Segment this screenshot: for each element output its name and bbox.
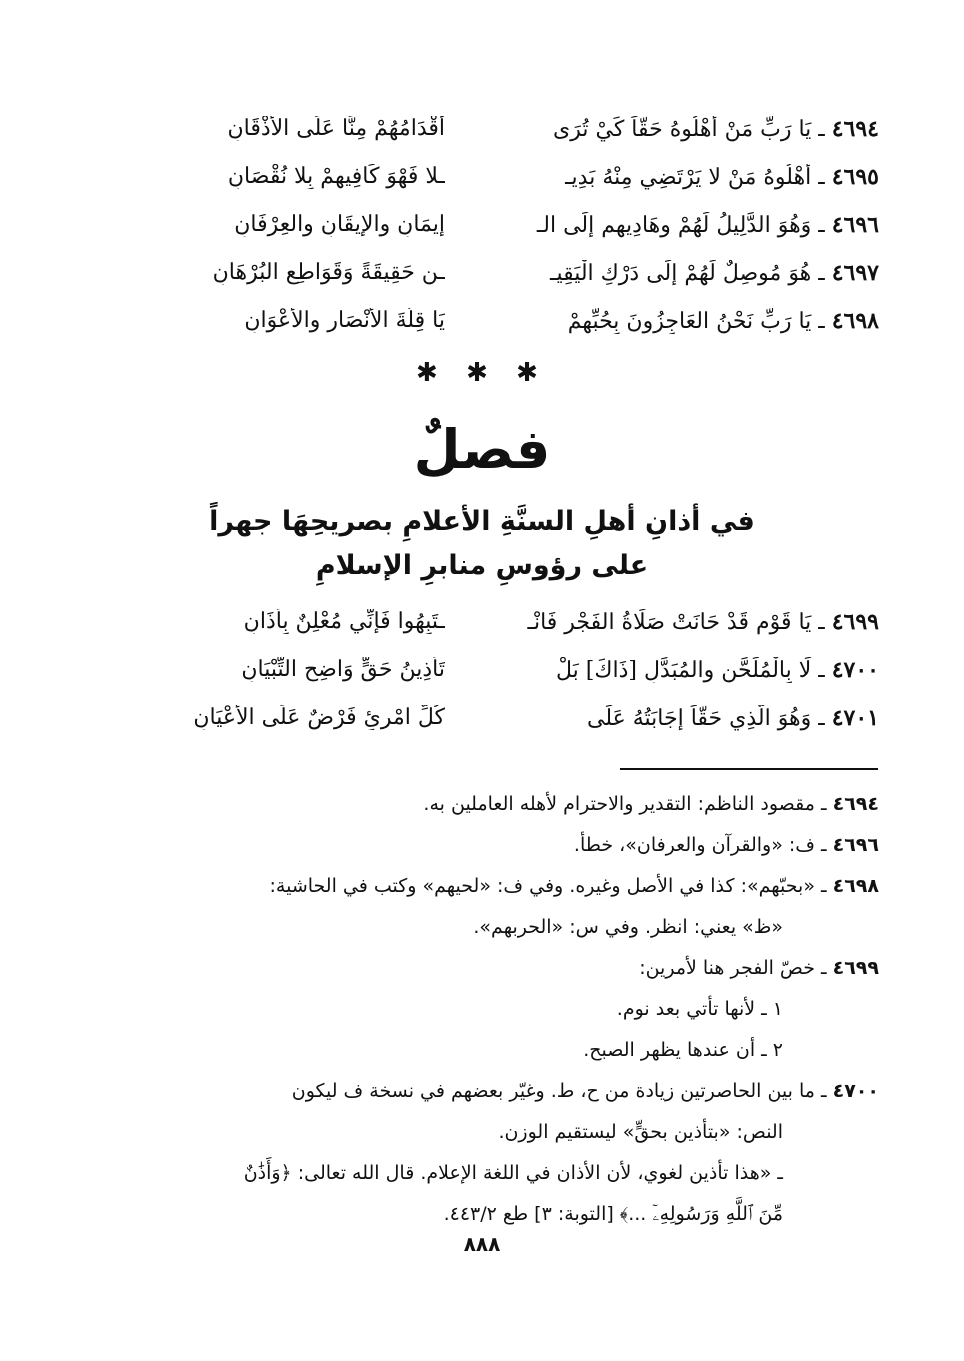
verse-first-half: ـ يَا قَوْمِ قَدْ حَانَتْ صَلَاةُ الفَجْرِ فَانْـ: [527, 610, 825, 635]
footnote-continuation: [79, 1112, 879, 1153]
footnote-text: ٢ ـ أن عندها يظهر الصبح.: [583, 1039, 783, 1061]
footnote-separator: [620, 768, 878, 770]
verse-second-half: أَقْدَامُهُمْ مِنَّا عَلَى الأَذْقَانِ: [227, 116, 445, 141]
footnotes: [79, 784, 879, 1235]
footnote-continuation: [79, 1153, 879, 1194]
verses-top: [85, 110, 879, 350]
footnote-text: ـ «هذا تأذين لغوي، لأن الأذان في اللغة الإعلام. قال الله تعالى: ﴿وَأَذَٰنٌ: [243, 1162, 783, 1184]
verse-number: ٤٦٩٩: [831, 609, 879, 635]
verse-line: [85, 110, 879, 158]
page-number: ٨٨٨: [463, 1232, 501, 1256]
verse-number: ٤٦٩٨: [831, 308, 879, 334]
verse-second-half: تَأْذِينُ حَقٍّ وَاضِحِ التِّبْيَانِ: [241, 657, 445, 682]
verse-line: [85, 699, 879, 747]
verse-first-half: ـ أَهْلُوهُ مَنْ لا يَرْتَضِي مِنْهُ بَدِيـ: [565, 165, 825, 190]
verse-line: [85, 651, 879, 699]
footnote-continuation: [79, 1194, 879, 1235]
verse-first-half: ـ وَهُوَ الدَّلِيلُ لَهُمْ وهَادِيهِم إِلَى الـ: [536, 213, 825, 238]
verse-number: ٤٦٩٧: [831, 260, 879, 286]
section-divider-stars: ✱ ✱ ✱: [416, 358, 548, 388]
verse-line: [85, 254, 879, 302]
footnote-continuation: [79, 1030, 879, 1071]
verse-number: ٤٦٩٦: [831, 212, 879, 238]
verse-second-half: ـتَبِهُوا فَإِنِّي مُعْلِنٌ بِأَذَانِ: [243, 609, 445, 634]
verses-bottom: [85, 603, 879, 747]
verse-line: [85, 603, 879, 651]
footnote-line: [79, 825, 879, 866]
section-heading-line-1: في أذانِ أهلِ السنَّةِ الأعلامِ بصريحِهَا جهراً: [209, 506, 755, 537]
section-heading-line-2: على رؤوسِ منابرِ الإسلامِ: [315, 550, 649, 581]
footnote-text: ـ «بحبّهم»: كذا في الأصل وغيره. وفي ف: «لحيهم» وكتب في الحاشية:: [269, 875, 827, 897]
footnote-continuation: [79, 989, 879, 1030]
footnote-text: ـ ما بين الحاصرتين زيادة من ح، ط. وغيّر بعضهم في نسخة ف ليكون: [291, 1080, 827, 1102]
verse-second-half: ـنِ حَقِيقَةً وَقَوَاطِعِ البُرْهَانِ: [212, 260, 445, 285]
footnote-text: النص: «بتأذين بحقٍّ» ليستقيم الوزن.: [498, 1121, 783, 1143]
footnote-line: [79, 866, 879, 907]
footnote-number: ٤٦٩٩: [832, 957, 879, 979]
verse-second-half: إِيمَانِ والإِيقَانِ والعِرْفَانِ: [234, 212, 445, 237]
verse-first-half: ـ يَا رَبِّ نَحْنُ العَاجِزُونَ بِحُبِّهِمْ: [567, 309, 825, 334]
footnote-text: مِّنَ ٱللَّهِ وَرَسُولِهِۦٓ ...﴾ [التوبة: ٣] طع ٤٤٣/٢.: [443, 1203, 783, 1225]
footnote-text: ـ ف: «والقرآن والعرفان»، خطأ.: [573, 834, 827, 856]
verse-second-half: كُلِّ امْرِئٍ فَرْضٌ عَلَى الأَعْيَانِ: [193, 705, 445, 730]
section-title: فصلٌ: [413, 418, 551, 481]
footnote-number: ٤٧٠٠: [832, 1080, 879, 1102]
verse-number: ٤٦٩٥: [831, 164, 879, 190]
verse-first-half: ـ وَهُوَ الَّذِي حَقّاً إِجَابَتُهُ عَلَى: [586, 706, 825, 731]
verse-first-half: ـ هُوَ مُوصِلٌ لَهُمْ إِلَى دَرْكِ الْيَقِيـ: [550, 261, 825, 286]
verse-line: [85, 206, 879, 254]
footnote-text: ـ خصّ الفجر هنا لأمرين:: [639, 957, 827, 979]
verse-second-half: يَا قِلَّةَ الأَنْصَارِ والأَعْوَانِ: [244, 308, 445, 333]
verse-first-half: ـ لَا بِالْمُلَحَّنِ والمُبَدَّلِ [ذَاكَ] بَلْ: [555, 658, 825, 683]
footnote-text: «ظ» يعني: انظر. وفي س: «الحربهم».: [473, 916, 783, 938]
footnote-text: ١ ـ لأنها تأتي بعد نوم.: [616, 998, 783, 1020]
footnote-text: ـ مقصود الناظم: التقدير والاحترام لأهله العاملين به.: [423, 793, 827, 815]
footnote-number: ٤٦٩٦: [832, 834, 879, 856]
verse-line: [85, 302, 879, 350]
verse-number: ٤٧٠٠: [831, 657, 879, 683]
footnote-continuation: [79, 907, 879, 948]
footnote-number: ٤٦٩٤: [832, 793, 879, 815]
footnote-line: [79, 948, 879, 989]
verse-number: ٤٦٩٤: [831, 116, 879, 142]
verse-number: ٤٧٠١: [831, 705, 879, 731]
footnote-number: ٤٦٩٨: [832, 875, 879, 897]
verse-first-half: ـ يَا رَبِّ مَنْ أَهْلُوهُ حَقّاً كَيْ تُرَى: [553, 117, 825, 142]
footnote-line: [79, 784, 879, 825]
footnote-line: [79, 1071, 879, 1112]
verse-line: [85, 158, 879, 206]
verse-second-half: ـلا فَهْوَ كَافِيهِمْ بِلا نُقْصَانِ: [227, 164, 445, 189]
